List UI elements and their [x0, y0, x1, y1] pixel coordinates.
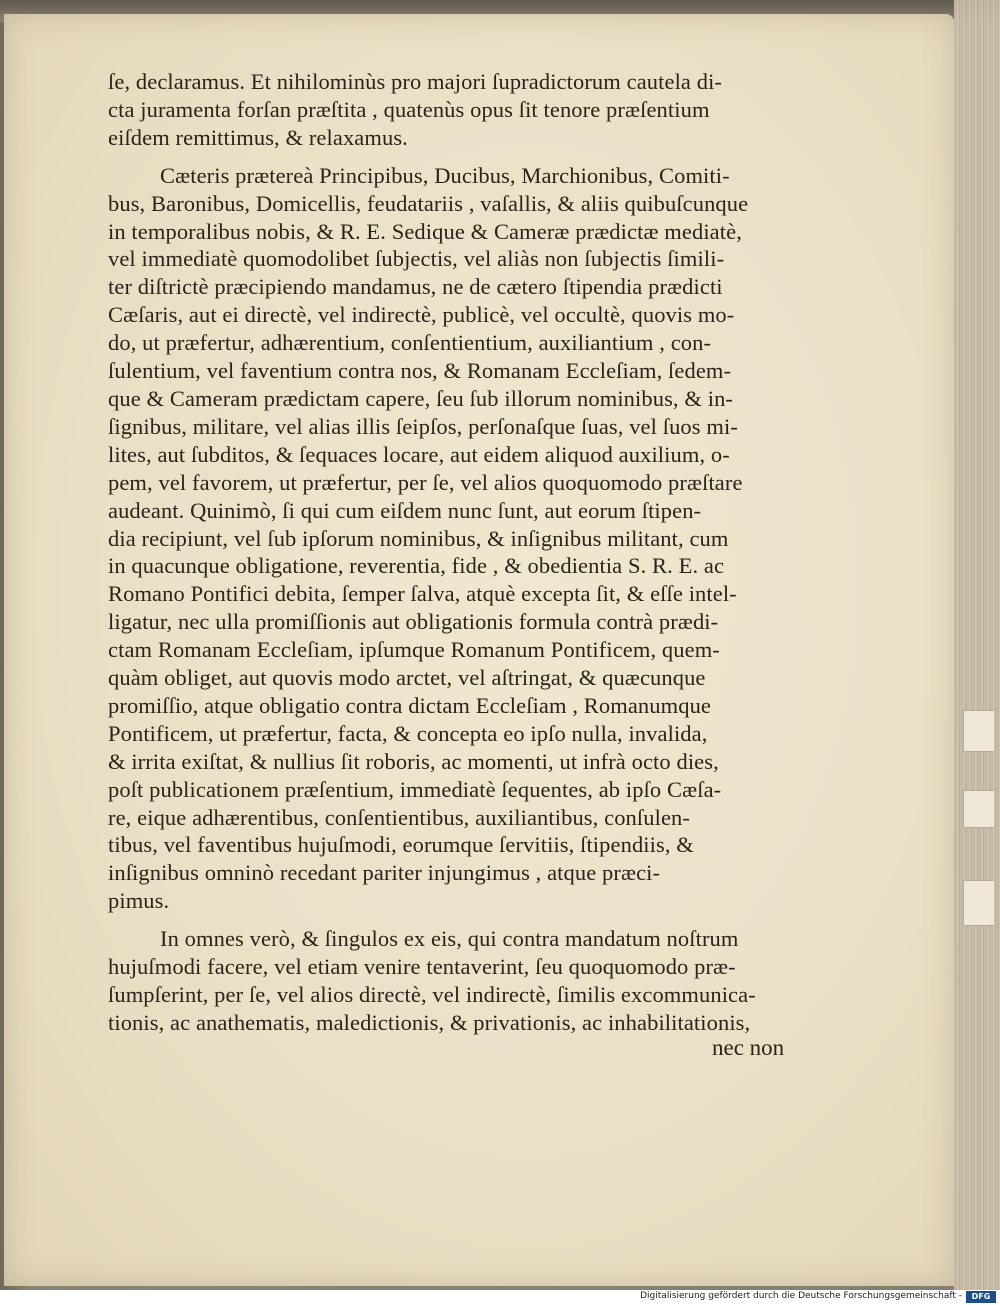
page-tabs	[962, 700, 994, 950]
dfg-logo: DFG	[966, 1291, 996, 1303]
text-line: ctam Romanam Eccleſiam, ipſumque Romanum Pontificem, quem-	[108, 637, 720, 663]
paragraph-2	[108, 162, 808, 915]
text-line: Cæſaris, aut ei directè, vel indirectè, publicè, vel occultè, quovis mo-	[108, 302, 735, 328]
text-line: Cæteris prætereà Principibus, Ducibus, Marchionibus, Comiti-	[160, 162, 730, 188]
text-line: re, eique adhærentibus, conſentientibus, auxiliantibus, conſulen-	[108, 804, 690, 830]
text-line: ſulentium, vel faventium contra nos, & Romanam Eccleſiam, ſedem-	[108, 358, 732, 384]
text-line: ligatur, nec ulla promiſſionis aut obligationis formula contrà prædi-	[108, 609, 719, 635]
text-line: ſignibus, militare, vel alias illis ſeipſos, perſonaſque ſuas, vel ſuos mi-	[108, 413, 738, 439]
text-line: bus, Baronibus, Domicellis, feudatariis , vaſallis, & aliis quibuſcunque	[108, 190, 749, 216]
text-line: lites, aut ſubditos, & ſequaces locare, aut eidem aliquod auxilium, o-	[108, 441, 730, 467]
text-line: In omnes verò, & ſingulos ex eis, qui contra mandatum noſtrum	[160, 926, 739, 952]
footer-bar	[0, 1290, 1000, 1305]
text-line: que & Cameram prædictam capere, ſeu ſub illorum nominibus, & in-	[108, 385, 734, 411]
text-line: in quacunque obligatione, reverentia, fide , & obedientia S. R. E. ac	[108, 553, 725, 579]
body-text	[108, 68, 808, 1037]
text-line: hujuſmodi facere, vel etiam venire tentaverint, ſeu quoquomodo præ-	[108, 954, 736, 980]
paragraph-3	[108, 925, 808, 1037]
book-fore-edge	[954, 0, 1000, 1290]
text-line: eiſdem remittimus, & relaxamus.	[108, 124, 408, 150]
text-line: Romano Pontifici debita, ſemper ſalva, atquè excepta ſit, & eſſe intel-	[108, 581, 737, 607]
text-line: do, ut præfertur, adhærentium, conſentientium, auxiliantium , con-	[108, 330, 712, 356]
text-line: ter diſtrictè præcipiendo mandamus, ne de cætero ſtipendia prædicti	[108, 274, 723, 300]
text-line: quàm obliget, aut quovis modo arctet, vel aſtringat, & quæcunque	[108, 665, 706, 691]
text-line: poſt publicationem præſentium, immediatè ſequentes, ab ipſo Cæſa-	[108, 776, 722, 802]
digitization-credit: Digitalisierung gefördert durch die Deutsche Forschungsgemeinschaft -	[640, 1291, 962, 1301]
text-line: Pontificem, ut præfertur, facta, & concepta eo ipſo nulla, invalida,	[108, 720, 708, 746]
text-line: vel immediatè quomodolibet ſubjectis, vel aliàs non ſubjectis ſimili-	[108, 246, 725, 272]
text-line: ſe, declaramus. Et nihilominùs pro majori ſupradictorum cautela di-	[108, 69, 723, 94]
paper-tab	[963, 790, 994, 828]
text-line: pimus.	[108, 888, 170, 914]
paper-tab	[963, 710, 994, 752]
text-line: audeant. Quinimò, ſi qui cum eiſdem nunc ſunt, aut eorum ſtipen-	[108, 497, 702, 523]
catchword: nec non	[712, 1035, 785, 1060]
text-line: cta juramenta forſan præſtita , quatenùs opus ſit tenore præſentium	[108, 96, 710, 122]
text-line: in temporalibus nobis, & R. E. Sedique & Cameræ prædictæ mediatè,	[108, 218, 742, 244]
text-line: tibus, vel faventibus hujuſmodi, eorumque ſervitiis, ſtipendiis, &	[108, 832, 694, 858]
text-line: promiſſio, atque obligatio contra dictam Eccleſiam , Romanumque	[108, 692, 712, 718]
paragraph-1	[108, 68, 808, 152]
paper-tab	[963, 880, 994, 926]
text-line: inſignibus omninò recedant pariter injungimus , atque præci-	[108, 860, 661, 886]
text-line: & irrita exiſtat, & nullius ſit roboris, ac momenti, ut infrà octo dies,	[108, 748, 719, 774]
text-line: ſumpſerint, per ſe, vel alios directè, vel indirectè, ſimilis excommunica-	[108, 982, 756, 1007]
text-line: tionis, ac anathematis, maledictionis, & privationis, ac inhabilitationis,	[108, 1009, 751, 1035]
text-line: pem, vel favorem, ut præfertur, per ſe, vel alios quoquomodo præſtare	[108, 469, 743, 495]
text-line: dia recipiunt, vel ſub ipſorum nominibus, & inſignibus militant, cum	[108, 525, 729, 551]
